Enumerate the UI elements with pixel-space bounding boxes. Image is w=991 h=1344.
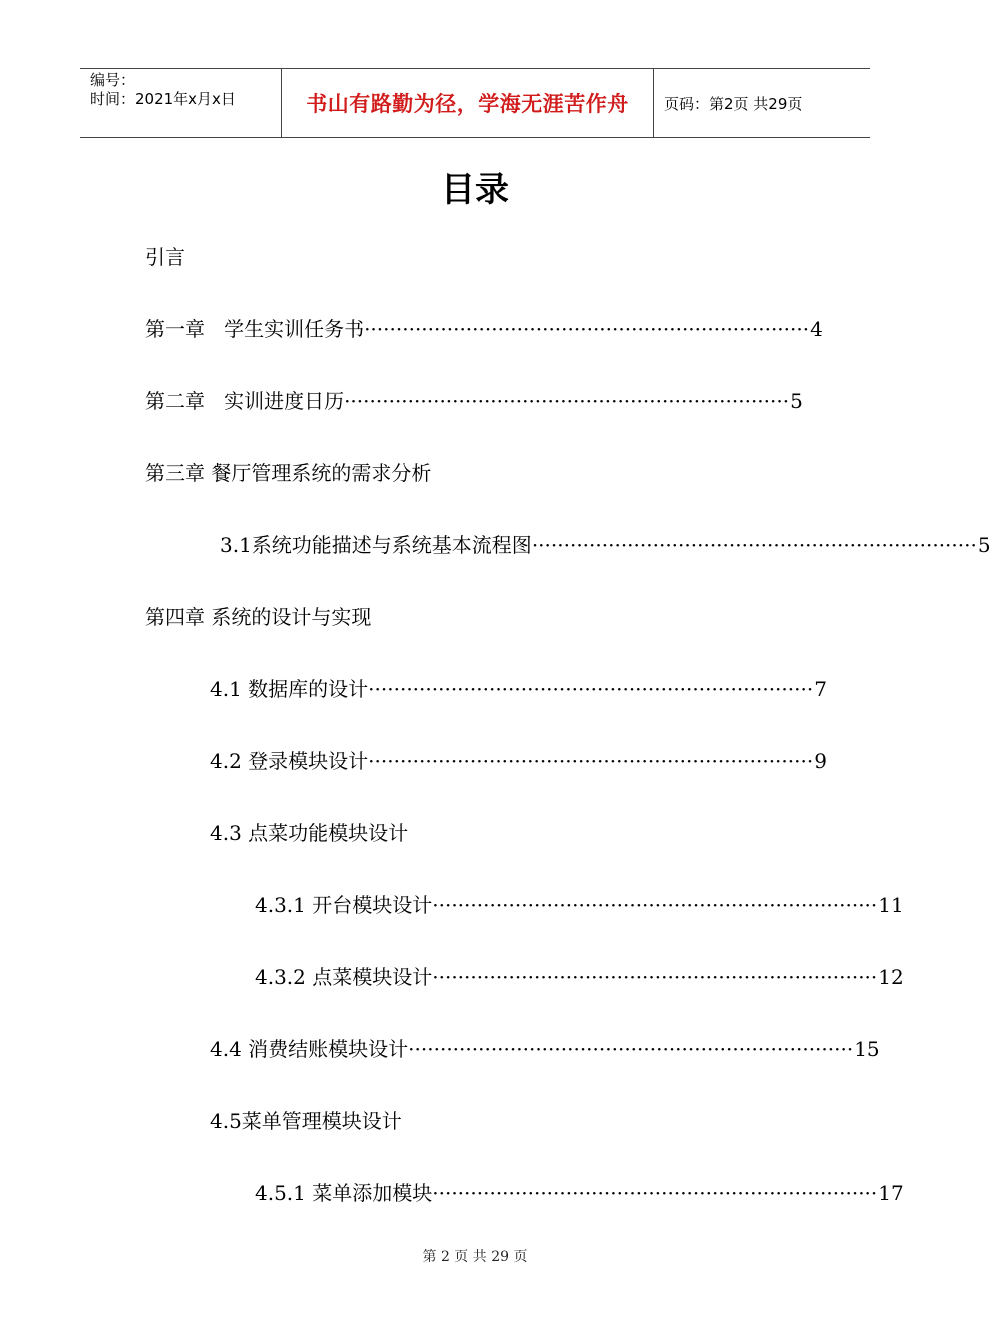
toc-entry-page: 4	[810, 317, 823, 341]
toc-entry-text: 4.3.2 点菜模块设计	[255, 965, 433, 989]
toc-entry-page: 5	[977, 533, 991, 557]
toc-entry	[145, 388, 803, 414]
toc-leader-dots: ······································································	[408, 1037, 854, 1061]
toc-entry	[210, 676, 827, 702]
header-motto-cell	[282, 69, 654, 137]
toc-leader-dots: ······································································	[432, 1181, 878, 1205]
toc-entry-page: 17	[878, 1181, 904, 1205]
header-page-info: 页码：第2页 共29页	[664, 94, 803, 113]
toc-entry-page: 11	[878, 893, 904, 917]
toc-entry-page: 5	[790, 389, 803, 413]
toc-entry-text: 4.3.1 开台模块设计	[255, 893, 433, 917]
toc-entry-text: 3.1系统功能描述与系统基本流程图	[220, 533, 532, 557]
toc-entry	[145, 316, 823, 342]
toc-entry-text: 4.1 数据库的设计	[210, 677, 369, 701]
page-header	[80, 68, 870, 138]
header-motto: 书山有路勤为径，学海无涯苦作舟	[306, 91, 629, 116]
toc-entry	[220, 532, 991, 558]
toc-entry-text: 第四章 系统的设计与实现	[145, 605, 372, 629]
toc-entry	[210, 1108, 402, 1134]
toc-entry-page: 15	[854, 1037, 880, 1061]
toc-entry	[210, 820, 408, 846]
date-label: 时间：2021年x月x日	[90, 90, 236, 108]
toc-leader-dots: ······································································	[368, 749, 814, 773]
toc-entry-page: 12	[878, 965, 904, 989]
toc-entry-text: 4.3 点菜功能模块设计	[210, 821, 409, 845]
toc-leader-dots: ······································································	[531, 533, 977, 557]
toc-leader-dots: ······································································	[432, 965, 878, 989]
toc-entry	[210, 1036, 880, 1062]
toc-entry-text: 第二章 实训进度日历	[145, 389, 345, 413]
toc-entry	[255, 964, 904, 990]
toc-entry	[255, 892, 904, 918]
toc-entry	[145, 460, 431, 486]
toc-leader-dots: ······································································	[432, 893, 878, 917]
toc-entry	[145, 604, 371, 630]
toc-leader-dots: ······································································	[368, 677, 814, 701]
toc-entry-text: 4.2 登录模块设计	[210, 749, 369, 773]
toc-leader-dots: ······································································	[364, 317, 810, 341]
toc-entry-page: 9	[814, 749, 827, 773]
page-title: 目录	[441, 170, 509, 210]
toc-entry-text: 4.4 消费结账模块设计	[210, 1037, 409, 1061]
toc-entry-text: 引言	[145, 245, 185, 269]
header-meta	[80, 69, 282, 137]
toc-entry	[145, 244, 185, 270]
toc-entry-page: 7	[814, 677, 827, 701]
toc-entry	[255, 1180, 904, 1206]
toc-entry-text: 4.5菜单管理模块设计	[210, 1109, 402, 1133]
number-label: 编号：	[90, 71, 136, 89]
toc-leader-dots: ······································································	[344, 389, 790, 413]
toc-entry-text: 4.5.1 菜单添加模块	[255, 1181, 433, 1205]
page-footer: 第 2 页 共 29 页	[422, 1249, 528, 1265]
toc-entry-text: 第三章 餐厅管理系统的需求分析	[145, 461, 432, 485]
toc-entry	[210, 748, 827, 774]
toc-entry-text: 第一章 学生实训任务书	[145, 317, 365, 341]
